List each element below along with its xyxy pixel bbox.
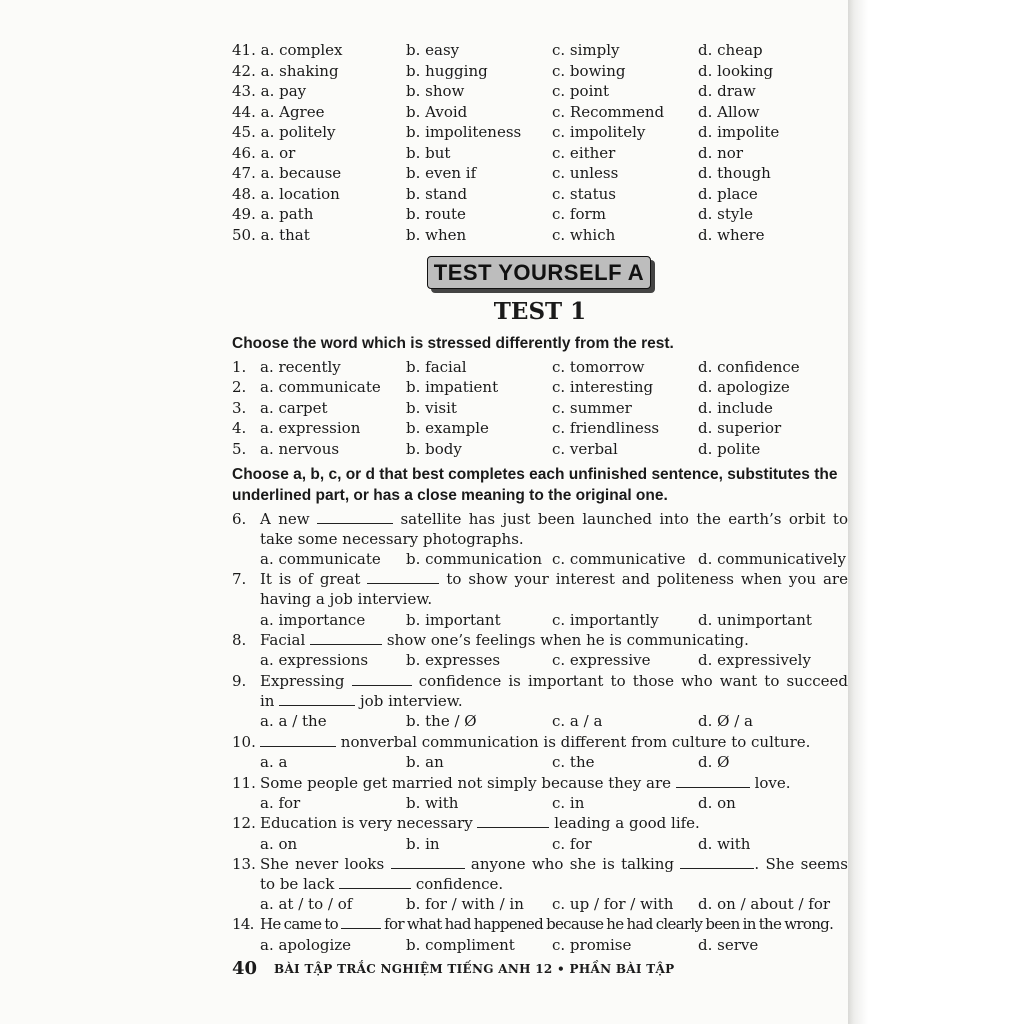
question-number: 10.	[232, 733, 256, 751]
question-11-options	[232, 793, 848, 813]
option-b: b. example	[406, 419, 489, 437]
question-9	[232, 671, 848, 711]
option-c: c. unless	[552, 164, 619, 182]
question-number: 4.	[232, 419, 247, 437]
option-c: c. impolitely	[552, 123, 646, 141]
answer-blank	[676, 774, 750, 788]
option-a: 43. a. pay	[232, 82, 307, 100]
question-10	[232, 732, 848, 752]
answer-blank	[680, 855, 754, 869]
option-d: d. apologize	[698, 378, 790, 396]
question-13-options	[232, 894, 848, 914]
option-d: d. though	[698, 164, 771, 182]
option-d: d. draw	[698, 82, 756, 100]
option-b: b. stand	[406, 185, 468, 203]
question-12	[232, 813, 848, 833]
page-number: 40	[232, 958, 258, 979]
option-a: 47. a. because	[232, 164, 342, 182]
answer-blank	[317, 510, 393, 524]
answer-row	[232, 102, 848, 122]
option-d: d. unimportant	[698, 611, 812, 629]
question-text: Some people get married not simply because they are love.	[260, 774, 791, 792]
option-c: c. verbal	[552, 440, 618, 458]
answer-row	[232, 163, 848, 183]
question-number: 12.	[232, 814, 256, 832]
question-row	[232, 398, 848, 418]
option-d: d. communicatively	[698, 550, 846, 568]
answer-blank	[477, 814, 549, 828]
question-text-line2: to be lack confidence.	[260, 875, 504, 893]
option-c: c. which	[552, 226, 616, 244]
option-b: b. communication	[406, 550, 542, 568]
question-number: 2.	[232, 378, 247, 396]
option-a: 44. a. Agree	[232, 103, 325, 121]
option-c: c. Recommend	[552, 103, 665, 121]
option-c: c. bowing	[552, 62, 626, 80]
question-number: 3.	[232, 399, 247, 417]
answer-blank	[341, 915, 381, 929]
question-text: nonverbal communication is different from culture to culture.	[260, 732, 848, 752]
question-6	[232, 509, 848, 549]
answer-blank	[352, 672, 412, 686]
question-row	[232, 357, 848, 377]
option-c: c. friendliness	[552, 419, 660, 437]
option-a: 49. a. path	[232, 205, 314, 223]
option-c: c. either	[552, 144, 616, 162]
option-a: a. importance	[260, 611, 366, 629]
question-8	[232, 630, 848, 650]
option-d: d. Allow	[698, 103, 760, 121]
question-6-options	[232, 549, 848, 569]
question-14	[232, 914, 848, 934]
instruction-stress: Choose the word which is stressed differently from the rest.	[232, 335, 674, 352]
option-c: c. importantly	[552, 611, 659, 629]
question-text: He came to for what had happened because he had clearly been in the wrong.	[260, 915, 834, 933]
option-a: a. communicate	[260, 550, 381, 568]
question-number: 13.	[232, 855, 256, 873]
option-b: b. the / Ø	[406, 712, 477, 730]
option-c: c. for	[552, 835, 592, 853]
question-row	[232, 377, 848, 397]
option-c: c. interesting	[552, 378, 654, 396]
option-d: d. on / about / for	[698, 895, 831, 913]
option-b: b. in	[406, 835, 440, 853]
option-a: 45. a. politely	[232, 123, 336, 141]
answer-row	[232, 225, 848, 245]
instruction-complete	[232, 464, 848, 506]
answer-row	[232, 204, 848, 224]
answer-blank	[279, 692, 355, 706]
question-text-line2: in job interview.	[260, 692, 463, 710]
option-b: b. facial	[406, 358, 467, 376]
option-a: a. communicate	[260, 378, 381, 396]
option-a: a. recently	[260, 358, 341, 376]
question-text-line2: having a job interview.	[260, 590, 433, 608]
option-c: c. a / a	[552, 712, 603, 730]
option-a: a. expressions	[260, 651, 369, 669]
question-text: Expressing confidence is important to those who want to succeed	[260, 672, 848, 690]
option-d: d. polite	[698, 440, 761, 458]
instruction-line: underlined part, or has a close meaning to the original one.	[232, 487, 668, 504]
option-c: c. promise	[552, 936, 632, 954]
option-b: b. impoliteness	[406, 123, 522, 141]
answer-row	[232, 61, 848, 81]
option-b: b. with	[406, 794, 459, 812]
question-number: 11.	[232, 774, 256, 792]
option-d: d. looking	[698, 62, 774, 80]
answer-blank	[367, 570, 439, 584]
instruction-line: Choose a, b, c, or d that best completes each unfinished sentence, substitutes the	[232, 466, 838, 483]
page-footer	[232, 958, 848, 980]
question-number: 7.	[232, 570, 247, 588]
option-d: d. include	[698, 399, 773, 417]
answer-row	[232, 184, 848, 204]
question-12-options	[232, 834, 848, 854]
option-c: c. communicative	[552, 550, 686, 568]
question-number: 1.	[232, 358, 247, 376]
option-c: c. expressive	[552, 651, 651, 669]
question-text: Facial show one’s feelings when he is communicating.	[260, 631, 749, 649]
option-a: 41. a. complex	[232, 41, 343, 59]
book-title: BÀI TẬP TRẮC NGHIỆM TIẾNG ANH 12 • PHẦN BÀI TẬP	[274, 962, 675, 976]
question-number: 9.	[232, 672, 247, 690]
option-b: b. for / with / in	[406, 895, 524, 913]
option-a: 42. a. shaking	[232, 62, 339, 80]
option-b: b. compliment	[406, 936, 515, 954]
option-a: a. a	[260, 753, 288, 771]
option-a: a. on	[260, 835, 298, 853]
option-b: b. expresses	[406, 651, 501, 669]
test-title: TEST 1	[493, 298, 587, 325]
option-a: 46. a. or	[232, 144, 296, 162]
answer-row	[232, 40, 848, 60]
answer-blank	[260, 733, 336, 747]
option-b: b. body	[406, 440, 462, 458]
option-b: b. route	[406, 205, 466, 223]
question-text: A new satellite has just been launched into the earth’s orbit to	[260, 510, 848, 528]
option-d: d. place	[698, 185, 758, 203]
option-c: c. in	[552, 794, 585, 812]
option-d: d. superior	[698, 419, 782, 437]
option-a: 48. a. location	[232, 185, 340, 203]
question-number: 8.	[232, 631, 247, 649]
question-number: 14.	[232, 915, 254, 933]
question-9-options	[232, 711, 848, 731]
answer-blank	[310, 631, 382, 645]
page-edge-shadow	[848, 0, 1024, 1024]
option-b: b. important	[406, 611, 501, 629]
question-text-line2: take some necessary photographs.	[260, 530, 524, 548]
option-b: b. show	[406, 82, 465, 100]
question-row	[232, 439, 848, 459]
option-d: d. nor	[698, 144, 743, 162]
option-d: d. where	[698, 226, 765, 244]
option-d: d. Ø	[698, 753, 730, 771]
option-d: d. style	[698, 205, 754, 223]
question-7	[232, 569, 848, 609]
option-a: a. nervous	[260, 440, 340, 458]
test-yourself-banner	[427, 256, 655, 293]
option-b: b. hugging	[406, 62, 488, 80]
option-b: b. even if	[406, 164, 477, 182]
option-a: a. expression	[260, 419, 361, 437]
option-c: c. the	[552, 753, 595, 771]
option-d: d. impolite	[698, 123, 780, 141]
option-c: c. form	[552, 205, 606, 223]
option-c: c. point	[552, 82, 610, 100]
question-8-options	[232, 650, 848, 670]
option-b: b. impatient	[406, 378, 499, 396]
option-c: c. summer	[552, 399, 632, 417]
option-a: a. at / to / of	[260, 895, 353, 913]
option-c: c. simply	[552, 41, 620, 59]
option-d: d. serve	[698, 936, 759, 954]
answer-row	[232, 122, 848, 142]
option-b: b. when	[406, 226, 467, 244]
option-d: d. with	[698, 835, 751, 853]
option-b: b. Avoid	[406, 103, 468, 121]
question-13	[232, 854, 848, 894]
question-7-options	[232, 610, 848, 630]
option-b: b. visit	[406, 399, 457, 417]
option-a: 50. a. that	[232, 226, 310, 244]
option-a: a. carpet	[260, 399, 328, 417]
question-number: 6.	[232, 510, 247, 528]
answer-row	[232, 81, 848, 101]
banner-label: TEST YOURSELF A	[427, 256, 651, 289]
option-d: d. expressively	[698, 651, 811, 669]
answer-row	[232, 143, 848, 163]
option-c: c. status	[552, 185, 616, 203]
question-number: 5.	[232, 440, 247, 458]
option-a: a. apologize	[260, 936, 352, 954]
option-d: d. confidence	[698, 358, 800, 376]
option-a: a. for	[260, 794, 301, 812]
option-d: d. cheap	[698, 41, 763, 59]
answer-blank	[339, 875, 411, 889]
option-b: b. an	[406, 753, 444, 771]
question-text: Education is very necessary leading a good life.	[260, 814, 700, 832]
option-d: d. Ø / a	[698, 712, 753, 730]
answer-blank	[391, 855, 465, 869]
question-10-options	[232, 752, 848, 772]
option-b: b. but	[406, 144, 451, 162]
option-b: b. easy	[406, 41, 460, 59]
option-d: d. on	[698, 794, 736, 812]
question-11	[232, 773, 848, 793]
question-text: She never looks anyone who she is talking . She seems	[260, 855, 848, 873]
question-text: It is of great to show your interest and politeness when you are	[260, 570, 848, 588]
option-c: c. up / for / with	[552, 895, 674, 913]
option-c: c. tomorrow	[552, 358, 645, 376]
question-row	[232, 418, 848, 438]
question-14-options	[232, 935, 848, 955]
option-a: a. a / the	[260, 712, 327, 730]
